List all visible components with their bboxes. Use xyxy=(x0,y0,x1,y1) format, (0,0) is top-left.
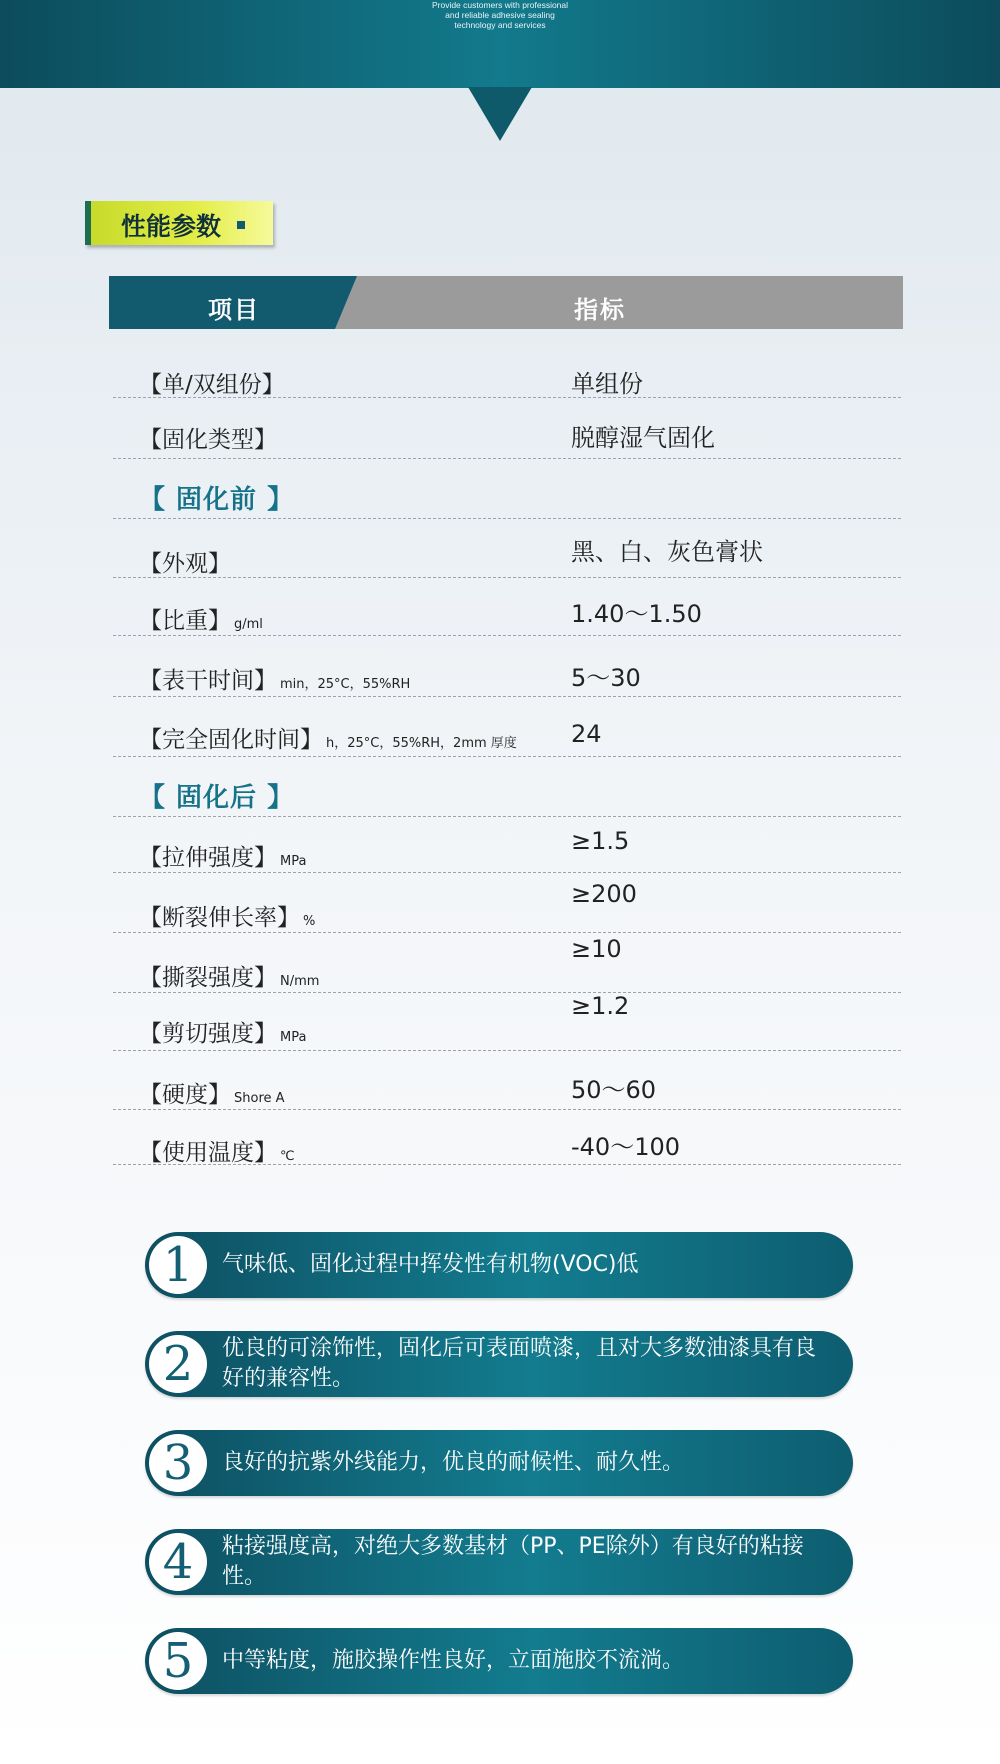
feature-item xyxy=(145,1628,853,1694)
section-heading: 【 固化后 】 xyxy=(139,783,295,813)
row-label-text: 【完全固化时间】 xyxy=(139,727,323,753)
banner-tagline: Provide customers with professional and reliable adhesive sealing technology and services xyxy=(431,0,569,30)
table-row xyxy=(113,816,901,873)
row-value: 脱醇湿气固化 xyxy=(571,424,715,452)
row-unit: N/mm xyxy=(280,974,320,989)
feature-text xyxy=(222,1529,822,1595)
row-label-text: 【硬度】 xyxy=(139,1082,231,1108)
section-title: 性能参数 xyxy=(121,212,222,241)
feature-text-content: 粘接强度高，对绝大多数基材（PP、PE除外）有良好的粘接性。 xyxy=(222,1534,804,1589)
row-label-text: 【撕裂强度】 xyxy=(139,965,277,991)
row-value: 50～60 xyxy=(571,1076,657,1104)
row-value: 黑、白、灰色膏状 xyxy=(571,538,763,566)
feature-number: 5 xyxy=(149,1632,207,1690)
row-unit: min，25°C，55%RH xyxy=(280,677,411,692)
table-row xyxy=(113,635,901,697)
row-value: ≥200 xyxy=(571,880,637,908)
table-row xyxy=(113,992,901,1051)
row-label-text: 【剪切强度】 xyxy=(139,1021,277,1047)
row-unit: MPa xyxy=(280,854,307,869)
row-label-text: 【外观】 xyxy=(139,551,231,577)
table-row xyxy=(113,932,901,993)
table-row xyxy=(113,1109,901,1165)
table-row xyxy=(113,577,901,636)
row-label xyxy=(139,366,285,399)
row-unit: Shore A xyxy=(234,1091,285,1106)
header-value: 指标 xyxy=(574,296,626,324)
row-unit: % xyxy=(303,914,316,929)
feature-text-content: 良好的抗紫外线能力，优良的耐候性、耐久性。 xyxy=(222,1450,685,1475)
square-icon xyxy=(237,221,245,229)
section-heading: 【 固化前 】 xyxy=(139,485,295,515)
row-label xyxy=(139,839,306,872)
row-label xyxy=(139,545,231,578)
feature-text xyxy=(222,1628,822,1694)
feature-text-content: 中等粘度，施胶操作性良好，立面施胶不流淌。 xyxy=(222,1648,685,1673)
feature-text-content: 优良的可涂饰性，固化后可表面喷漆，且对大多数油漆具有良好的兼容性。 xyxy=(222,1336,817,1391)
row-label-text: 【断裂伸长率】 xyxy=(139,905,300,931)
row-label xyxy=(139,421,277,454)
row-label-text: 【比重】 xyxy=(139,608,231,634)
feature-text xyxy=(222,1430,822,1496)
row-label xyxy=(139,1076,285,1109)
section-title-tag xyxy=(85,201,273,245)
table-row xyxy=(113,397,901,459)
table-section-row xyxy=(113,458,901,519)
feature-text xyxy=(222,1331,822,1397)
row-label xyxy=(139,899,315,932)
table-row xyxy=(113,518,901,578)
feature-item xyxy=(145,1430,853,1496)
row-label-text: 【表干时间】 xyxy=(139,668,277,694)
table-row xyxy=(113,1050,901,1110)
row-label xyxy=(139,1134,295,1167)
feature-number: 4 xyxy=(149,1533,207,1591)
feature-number: 2 xyxy=(149,1335,207,1393)
row-value: -40～100 xyxy=(571,1133,681,1161)
row-unit: h，25°C，55%RH，2mm 厚度 xyxy=(326,736,517,751)
feature-number: 3 xyxy=(149,1434,207,1492)
feature-number: 1 xyxy=(149,1236,207,1294)
row-label xyxy=(139,1015,306,1048)
row-label xyxy=(139,662,410,695)
feature-text xyxy=(222,1232,822,1298)
table-section-row xyxy=(113,756,901,817)
row-unit: ℃ xyxy=(280,1149,295,1164)
row-value: 单组份 xyxy=(571,370,643,398)
row-label-text: 【拉伸强度】 xyxy=(139,845,277,871)
table-row xyxy=(113,696,901,757)
row-value: 24 xyxy=(571,720,602,748)
header-item: 项目 xyxy=(208,296,260,324)
row-value: ≥10 xyxy=(571,935,622,963)
banner-arrow-icon xyxy=(468,87,532,141)
row-value: ≥1.2 xyxy=(571,992,630,1020)
row-value: 1.40～1.50 xyxy=(571,600,702,628)
row-value: ≥1.5 xyxy=(571,827,630,855)
row-label xyxy=(139,721,517,754)
row-label-text: 【单/双组份】 xyxy=(139,372,285,398)
feature-item xyxy=(145,1529,853,1595)
table-row xyxy=(113,872,901,933)
row-unit: g/ml xyxy=(234,617,263,632)
row-label xyxy=(139,602,263,635)
feature-text-content: 气味低、固化过程中挥发性有机物(VOC)低 xyxy=(222,1252,639,1277)
row-label-text: 【固化类型】 xyxy=(139,427,277,453)
row-label xyxy=(139,959,319,992)
table-row xyxy=(113,362,901,398)
top-banner xyxy=(0,0,1000,88)
row-label-text: 【使用温度】 xyxy=(139,1140,277,1166)
feature-item xyxy=(145,1232,853,1298)
row-unit: MPa xyxy=(280,1030,307,1045)
row-value: 5～30 xyxy=(571,664,641,692)
feature-item xyxy=(145,1331,853,1397)
